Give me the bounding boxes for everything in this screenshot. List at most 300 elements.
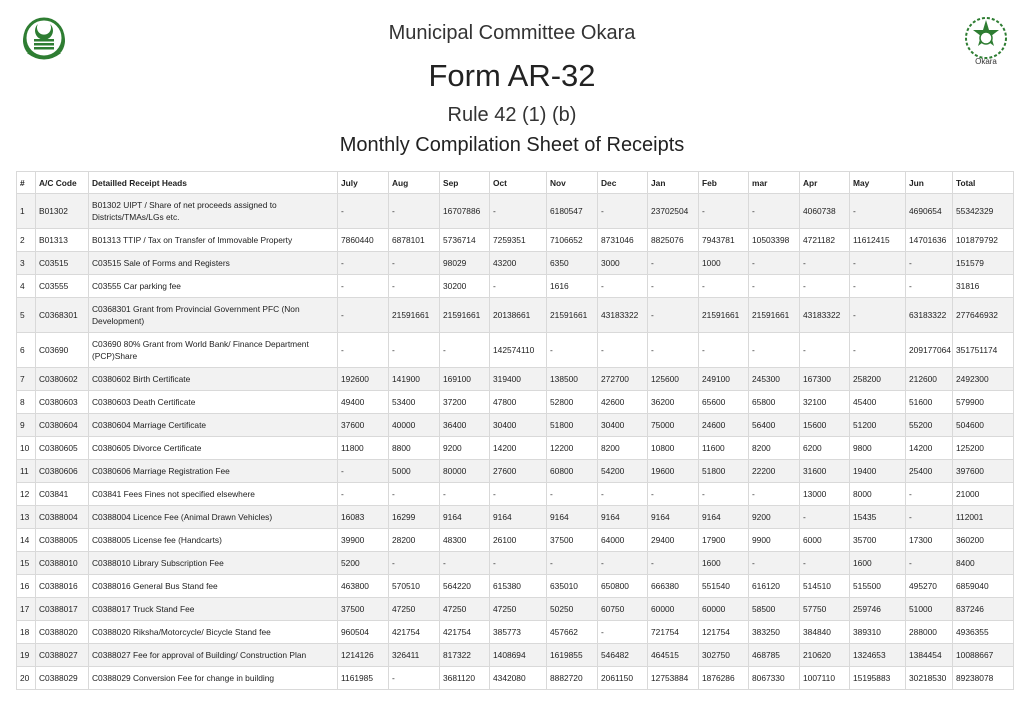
municipality-title: Municipal Committee Okara — [388, 22, 636, 44]
table-row — [17, 229, 1014, 252]
column-header: Oct — [490, 172, 547, 194]
amount-cell: 9200 — [440, 437, 490, 460]
amount-cell: 21000 — [953, 483, 1014, 506]
amount-cell: - — [850, 298, 906, 333]
amount-cell: 30400 — [490, 414, 547, 437]
amount-cell: 30200 — [440, 275, 490, 298]
amount-cell: 2492300 — [953, 368, 1014, 391]
amount-cell: 15600 — [800, 414, 850, 437]
account-code-cell: C03515 — [36, 252, 89, 275]
amount-cell: 9200 — [749, 506, 800, 529]
table-row — [17, 298, 1014, 333]
amount-cell: 9900 — [749, 529, 800, 552]
amount-cell: 514510 — [800, 575, 850, 598]
form-title: Form AR-32 — [428, 58, 596, 93]
amount-cell: - — [389, 194, 440, 229]
amount-cell: 17300 — [906, 529, 953, 552]
row-number-cell: 19 — [17, 644, 36, 667]
amount-cell: 89238078 — [953, 667, 1014, 690]
amount-cell: 60750 — [598, 598, 648, 621]
account-code-cell: C0380603 — [36, 391, 89, 414]
row-number-cell: 1 — [17, 194, 36, 229]
receipt-head-cell: C0380603 Death Certificate — [89, 391, 338, 414]
amount-cell: 1600 — [850, 552, 906, 575]
amount-cell: 1408694 — [490, 644, 547, 667]
amount-cell: 8731046 — [598, 229, 648, 252]
amount-cell: 212600 — [906, 368, 953, 391]
amount-cell: 192600 — [338, 368, 389, 391]
amount-cell: 546482 — [598, 644, 648, 667]
receipt-head-cell: C0380602 Birth Certificate — [89, 368, 338, 391]
amount-cell: 45400 — [850, 391, 906, 414]
amount-cell: - — [800, 333, 850, 368]
receipts-table — [16, 171, 1014, 690]
amount-cell: 60000 — [648, 598, 699, 621]
table-row — [17, 598, 1014, 621]
amount-cell: 10800 — [648, 437, 699, 460]
table-row — [17, 414, 1014, 437]
column-header: May — [850, 172, 906, 194]
amount-cell: 22200 — [749, 460, 800, 483]
amount-cell: - — [547, 483, 598, 506]
account-code-cell: C03555 — [36, 275, 89, 298]
sheet-title: Monthly Compilation Sheet of Receipts — [339, 134, 685, 156]
amount-cell: 39900 — [338, 529, 389, 552]
okara-emblem-logo-icon — [958, 14, 1014, 66]
account-code-cell: C0380605 — [36, 437, 89, 460]
amount-cell: 27600 — [490, 460, 547, 483]
amount-cell: 259746 — [850, 598, 906, 621]
rule-title: Rule 42 (1) (b) — [447, 104, 577, 126]
amount-cell: 515500 — [850, 575, 906, 598]
receipt-head-cell: B01302 UIPT / Share of net proceeds assigned to Districts/TMAs/LGs etc. — [89, 194, 338, 229]
amount-cell: 21591661 — [699, 298, 749, 333]
row-number-cell: 3 — [17, 252, 36, 275]
table-row — [17, 529, 1014, 552]
amount-cell: 615380 — [490, 575, 547, 598]
amount-cell: 52800 — [547, 391, 598, 414]
account-code-cell: C0388004 — [36, 506, 89, 529]
row-number-cell: 14 — [17, 529, 36, 552]
account-code-cell: B01302 — [36, 194, 89, 229]
row-number-cell: 10 — [17, 437, 36, 460]
amount-cell: 579900 — [953, 391, 1014, 414]
amount-cell: 360200 — [953, 529, 1014, 552]
table-row — [17, 252, 1014, 275]
amount-cell: 19400 — [850, 460, 906, 483]
account-code-cell: C0388016 — [36, 575, 89, 598]
amount-cell: 8200 — [749, 437, 800, 460]
amount-cell: 8800 — [389, 437, 440, 460]
row-number-cell: 8 — [17, 391, 36, 414]
amount-cell: 51800 — [699, 460, 749, 483]
amount-cell: 17900 — [699, 529, 749, 552]
row-number-cell: 7 — [17, 368, 36, 391]
amount-cell: - — [648, 552, 699, 575]
receipt-head-cell: C03515 Sale of Forms and Registers — [89, 252, 338, 275]
amount-cell: - — [648, 275, 699, 298]
amount-cell: - — [440, 483, 490, 506]
amount-cell: 65600 — [699, 391, 749, 414]
amount-cell: 960504 — [338, 621, 389, 644]
amount-cell: 1000 — [699, 252, 749, 275]
amount-cell: 5200 — [338, 552, 389, 575]
row-number-cell: 18 — [17, 621, 36, 644]
amount-cell: 7259351 — [490, 229, 547, 252]
amount-cell: 51200 — [850, 414, 906, 437]
amount-cell: - — [490, 552, 547, 575]
amount-cell: 11600 — [699, 437, 749, 460]
amount-cell: 2061150 — [598, 667, 648, 690]
amount-cell: 51600 — [906, 391, 953, 414]
amount-cell: - — [440, 333, 490, 368]
amount-cell: 464515 — [648, 644, 699, 667]
amount-cell: - — [389, 333, 440, 368]
amount-cell: 21591661 — [389, 298, 440, 333]
amount-cell: - — [338, 460, 389, 483]
amount-cell: - — [547, 333, 598, 368]
amount-cell: - — [906, 506, 953, 529]
amount-cell: 13000 — [800, 483, 850, 506]
amount-cell: - — [338, 483, 389, 506]
amount-cell: 721754 — [648, 621, 699, 644]
amount-cell: 495270 — [906, 575, 953, 598]
column-header: Dec — [598, 172, 648, 194]
amount-cell: 277646932 — [953, 298, 1014, 333]
amount-cell: 32100 — [800, 391, 850, 414]
table-row — [17, 437, 1014, 460]
amount-cell: 12753884 — [648, 667, 699, 690]
receipt-head-cell: C0380606 Marriage Registration Fee — [89, 460, 338, 483]
amount-cell: 650800 — [598, 575, 648, 598]
amount-cell: 10503398 — [749, 229, 800, 252]
amount-cell: 272700 — [598, 368, 648, 391]
row-number-cell: 9 — [17, 414, 36, 437]
amount-cell: 319400 — [490, 368, 547, 391]
amount-cell: 14200 — [906, 437, 953, 460]
amount-cell: 54200 — [598, 460, 648, 483]
amount-cell: 463800 — [338, 575, 389, 598]
amount-cell: 15195883 — [850, 667, 906, 690]
amount-cell: 55200 — [906, 414, 953, 437]
amount-cell: 6200 — [800, 437, 850, 460]
amount-cell: - — [749, 552, 800, 575]
amount-cell: 48300 — [440, 529, 490, 552]
amount-cell: 50250 — [547, 598, 598, 621]
amount-cell: 141900 — [389, 368, 440, 391]
amount-cell: 1161985 — [338, 667, 389, 690]
amount-cell: - — [648, 252, 699, 275]
amount-cell: - — [598, 275, 648, 298]
table-row — [17, 194, 1014, 229]
account-code-cell: C0380602 — [36, 368, 89, 391]
amount-cell: 468785 — [749, 644, 800, 667]
receipt-head-cell: C0388016 General Bus Stand fee — [89, 575, 338, 598]
amount-cell: 47800 — [490, 391, 547, 414]
table-row — [17, 575, 1014, 598]
amount-cell: 14701636 — [906, 229, 953, 252]
amount-cell: 384840 — [800, 621, 850, 644]
amount-cell: 351751174 — [953, 333, 1014, 368]
page-header — [0, 0, 1024, 170]
amount-cell: 1616 — [547, 275, 598, 298]
amount-cell: 37600 — [338, 414, 389, 437]
amount-cell: 9164 — [699, 506, 749, 529]
row-number-cell: 11 — [17, 460, 36, 483]
amount-cell: 1876286 — [699, 667, 749, 690]
amount-cell: 14200 — [490, 437, 547, 460]
amount-cell: - — [850, 275, 906, 298]
amount-cell: - — [699, 194, 749, 229]
amount-cell: 16083 — [338, 506, 389, 529]
amount-cell: 635010 — [547, 575, 598, 598]
amount-cell: 1007110 — [800, 667, 850, 690]
amount-cell: - — [648, 483, 699, 506]
amount-cell: 3681120 — [440, 667, 490, 690]
amount-cell: 1324653 — [850, 644, 906, 667]
amount-cell: - — [699, 275, 749, 298]
row-number-cell: 2 — [17, 229, 36, 252]
amount-cell: 56400 — [749, 414, 800, 437]
receipt-head-cell: C0368301 Grant from Provincial Government PFC (Non Development) — [89, 298, 338, 333]
amount-cell: - — [850, 252, 906, 275]
amount-cell: 23702504 — [648, 194, 699, 229]
amount-cell: - — [389, 275, 440, 298]
amount-cell: - — [338, 252, 389, 275]
amount-cell: 504600 — [953, 414, 1014, 437]
amount-cell: 8882720 — [547, 667, 598, 690]
account-code-cell: C0388029 — [36, 667, 89, 690]
amount-cell: - — [389, 252, 440, 275]
amount-cell: 36400 — [440, 414, 490, 437]
amount-cell: 31816 — [953, 275, 1014, 298]
amount-cell: 9164 — [547, 506, 598, 529]
column-header: Total — [953, 172, 1014, 194]
amount-cell: - — [389, 552, 440, 575]
amount-cell: 7106652 — [547, 229, 598, 252]
amount-cell: - — [598, 194, 648, 229]
amount-cell: 1619855 — [547, 644, 598, 667]
amount-cell: 616120 — [749, 575, 800, 598]
receipt-head-cell: C0388004 Licence Fee (Animal Drawn Vehicles) — [89, 506, 338, 529]
amount-cell: - — [598, 333, 648, 368]
amount-cell: 4721182 — [800, 229, 850, 252]
receipt-head-cell: C0380604 Marriage Certificate — [89, 414, 338, 437]
column-header: # — [17, 172, 36, 194]
amount-cell: 4060738 — [800, 194, 850, 229]
receipt-head-cell: C03841 Fees Fines not specified elsewhere — [89, 483, 338, 506]
amount-cell: 125600 — [648, 368, 699, 391]
amount-cell: 29400 — [648, 529, 699, 552]
table-row — [17, 667, 1014, 690]
amount-cell: 6350 — [547, 252, 598, 275]
amount-cell: 570510 — [389, 575, 440, 598]
amount-cell: 138500 — [547, 368, 598, 391]
amount-cell: 98029 — [440, 252, 490, 275]
column-header: Jun — [906, 172, 953, 194]
amount-cell: 142574110 — [490, 333, 547, 368]
amount-cell: 7943781 — [699, 229, 749, 252]
column-header: Jan — [648, 172, 699, 194]
receipt-head-cell: C03690 80% Grant from World Bank/ Finance Department (PCP)Share — [89, 333, 338, 368]
amount-cell: 47250 — [490, 598, 547, 621]
amount-cell: 564220 — [440, 575, 490, 598]
amount-cell: - — [547, 552, 598, 575]
amount-cell: 36200 — [648, 391, 699, 414]
amount-cell: - — [598, 552, 648, 575]
column-header: Detailled Receipt Heads — [89, 172, 338, 194]
account-code-cell: C03690 — [36, 333, 89, 368]
amount-cell: - — [850, 333, 906, 368]
amount-cell: 47250 — [389, 598, 440, 621]
amount-cell: 101879792 — [953, 229, 1014, 252]
row-number-cell: 4 — [17, 275, 36, 298]
account-code-cell: C0388017 — [36, 598, 89, 621]
amount-cell: 47250 — [440, 598, 490, 621]
receipt-head-cell: C0388027 Fee for approval of Building/ Construction Plan — [89, 644, 338, 667]
amount-cell: 1214126 — [338, 644, 389, 667]
account-code-cell: C0388010 — [36, 552, 89, 575]
amount-cell: 16707886 — [440, 194, 490, 229]
amount-cell: 15435 — [850, 506, 906, 529]
amount-cell: 11612415 — [850, 229, 906, 252]
amount-cell: 389310 — [850, 621, 906, 644]
column-header: Feb — [699, 172, 749, 194]
amount-cell: 8200 — [598, 437, 648, 460]
amount-cell: 80000 — [440, 460, 490, 483]
logo-caption: Okara — [975, 57, 997, 66]
amount-cell: 1600 — [699, 552, 749, 575]
account-code-cell: C03841 — [36, 483, 89, 506]
amount-cell: 43183322 — [800, 298, 850, 333]
amount-cell: 837246 — [953, 598, 1014, 621]
row-number-cell: 5 — [17, 298, 36, 333]
table-row — [17, 644, 1014, 667]
amount-cell: 326411 — [389, 644, 440, 667]
table-row — [17, 506, 1014, 529]
amount-cell: 421754 — [440, 621, 490, 644]
amount-cell: - — [906, 252, 953, 275]
amount-cell: 5736714 — [440, 229, 490, 252]
amount-cell: 37200 — [440, 391, 490, 414]
amount-cell: 75000 — [648, 414, 699, 437]
amount-cell: 8067330 — [749, 667, 800, 690]
amount-cell: 65800 — [749, 391, 800, 414]
amount-cell: - — [906, 275, 953, 298]
receipt-head-cell: C0388017 Truck Stand Fee — [89, 598, 338, 621]
amount-cell: - — [440, 552, 490, 575]
receipt-head-cell: B01313 TTIP / Tax on Transfer of Immovable Property — [89, 229, 338, 252]
row-number-cell: 6 — [17, 333, 36, 368]
amount-cell: 6878101 — [389, 229, 440, 252]
row-number-cell: 20 — [17, 667, 36, 690]
amount-cell: 169100 — [440, 368, 490, 391]
amount-cell: - — [800, 552, 850, 575]
column-header: mar — [749, 172, 800, 194]
receipt-head-cell: C0388029 Conversion Fee for change in building — [89, 667, 338, 690]
amount-cell: 125200 — [953, 437, 1014, 460]
amount-cell: 49400 — [338, 391, 389, 414]
amount-cell: 21591661 — [440, 298, 490, 333]
receipt-head-cell: C0388020 Riksha/Motorcycle/ Bicycle Stand fee — [89, 621, 338, 644]
column-header: Apr — [800, 172, 850, 194]
table-row — [17, 552, 1014, 575]
table-row — [17, 483, 1014, 506]
table-row — [17, 275, 1014, 298]
amount-cell: 40000 — [389, 414, 440, 437]
amount-cell: 64000 — [598, 529, 648, 552]
amount-cell: 43200 — [490, 252, 547, 275]
amount-cell: 666380 — [648, 575, 699, 598]
amount-cell: 24600 — [699, 414, 749, 437]
row-number-cell: 12 — [17, 483, 36, 506]
amount-cell: - — [699, 333, 749, 368]
amount-cell: 9164 — [440, 506, 490, 529]
column-header: A/C Code — [36, 172, 89, 194]
amount-cell: 9164 — [648, 506, 699, 529]
row-number-cell: 15 — [17, 552, 36, 575]
amount-cell: - — [906, 483, 953, 506]
amount-cell: 37500 — [338, 598, 389, 621]
amount-cell: - — [749, 194, 800, 229]
amount-cell: - — [850, 194, 906, 229]
column-header: Sep — [440, 172, 490, 194]
amount-cell: 167300 — [800, 368, 850, 391]
amount-cell: - — [906, 552, 953, 575]
amount-cell: 57750 — [800, 598, 850, 621]
amount-cell: 37500 — [547, 529, 598, 552]
amount-cell: 6000 — [800, 529, 850, 552]
amount-cell: - — [800, 506, 850, 529]
amount-cell: - — [800, 275, 850, 298]
amount-cell: - — [648, 298, 699, 333]
amount-cell: 5000 — [389, 460, 440, 483]
amount-cell: 21591661 — [749, 298, 800, 333]
amount-cell: 10088667 — [953, 644, 1014, 667]
amount-cell: 51800 — [547, 414, 598, 437]
account-code-cell: C0380606 — [36, 460, 89, 483]
amount-cell: 7860440 — [338, 229, 389, 252]
amount-cell: 8000 — [850, 483, 906, 506]
amount-cell: 28200 — [389, 529, 440, 552]
amount-cell: 11800 — [338, 437, 389, 460]
amount-cell: 397600 — [953, 460, 1014, 483]
amount-cell: 457662 — [547, 621, 598, 644]
amount-cell: 385773 — [490, 621, 547, 644]
table-row — [17, 391, 1014, 414]
amount-cell: - — [389, 483, 440, 506]
amount-cell: - — [749, 333, 800, 368]
amount-cell: 817322 — [440, 644, 490, 667]
amount-cell: 383250 — [749, 621, 800, 644]
account-code-cell: C0368301 — [36, 298, 89, 333]
amount-cell: 9164 — [490, 506, 547, 529]
table-row — [17, 368, 1014, 391]
amount-cell: - — [749, 275, 800, 298]
amount-cell: 249100 — [699, 368, 749, 391]
amount-cell: 51000 — [906, 598, 953, 621]
table-header-row — [17, 172, 1014, 194]
amount-cell: 4690654 — [906, 194, 953, 229]
row-number-cell: 17 — [17, 598, 36, 621]
amount-cell: - — [598, 483, 648, 506]
receipt-head-cell: C0380605 Divorce Certificate — [89, 437, 338, 460]
amount-cell: 151579 — [953, 252, 1014, 275]
account-code-cell: C0388005 — [36, 529, 89, 552]
amount-cell: 6180547 — [547, 194, 598, 229]
amount-cell: 42600 — [598, 391, 648, 414]
table-row — [17, 333, 1014, 368]
